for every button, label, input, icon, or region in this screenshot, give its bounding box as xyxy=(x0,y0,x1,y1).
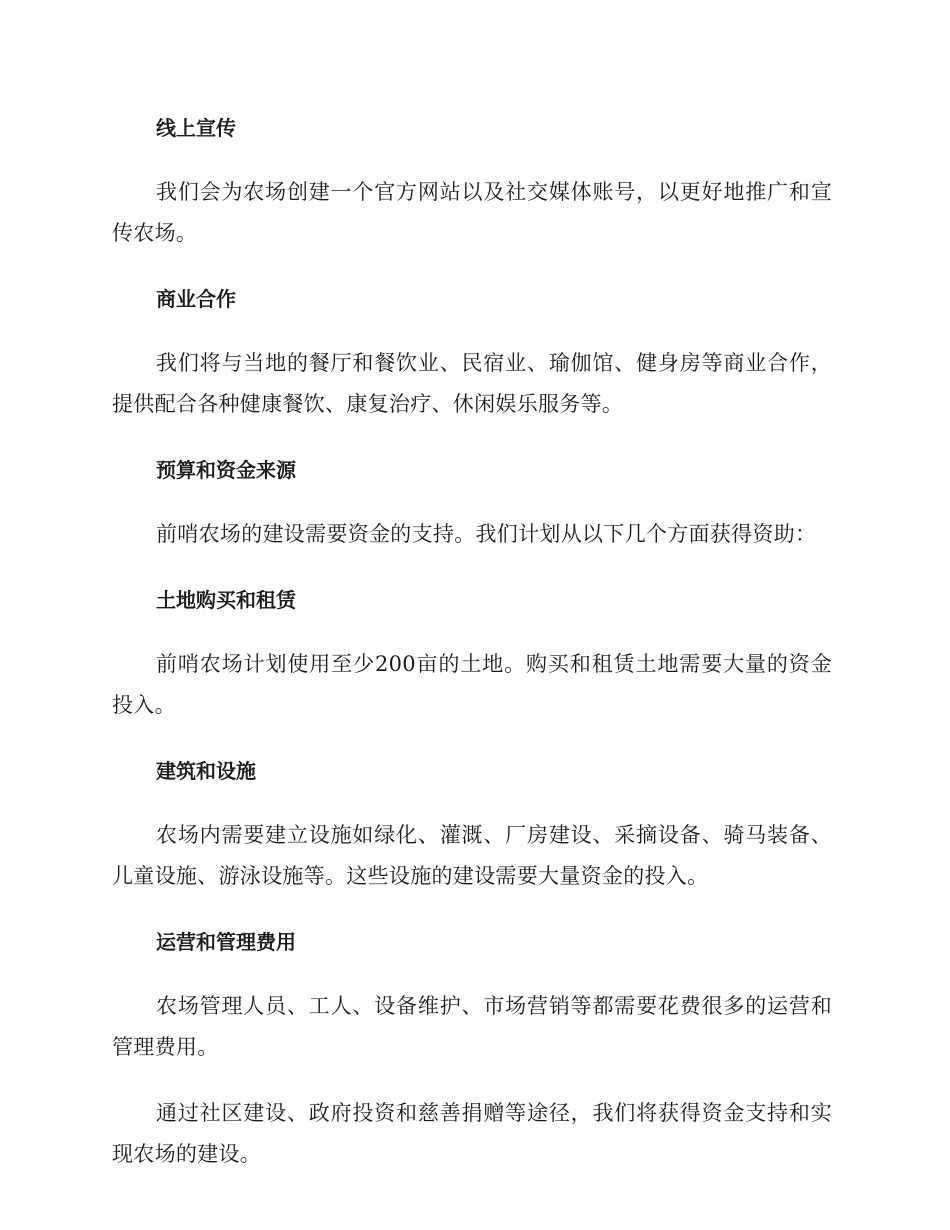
section-heading-online-promotion: 线上宣传 xyxy=(156,116,236,140)
paragraph-budget-funding: 前哨农场的建设需要资金的支持。我们计划从以下几个方面获得资助： xyxy=(156,522,817,546)
section-heading-facilities: 建筑和设施 xyxy=(156,759,256,783)
section-heading-land: 土地购买和租赁 xyxy=(156,588,296,612)
paragraph-business-cooperation: 我们将与当地的餐厅和餐饮业、民宿业、瑜伽馆、健身房等商业合作，提供配合各种健康餐饮、康复治疗、休闲娱乐服务等。 xyxy=(112,351,832,416)
section-heading-business-cooperation: 商业合作 xyxy=(156,287,236,311)
section-heading-operations: 运营和管理费用 xyxy=(156,930,296,954)
paragraph-online-promotion: 我们会为农场创建一个官方网站以及社交媒体账号，以更好地推广和宣传农场。 xyxy=(112,180,832,245)
paragraph-conclusion: 通过社区建设、政府投资和慈善捐赠等途径，我们将获得资金支持和实现农场的建设。 xyxy=(112,1101,832,1166)
document-page xyxy=(112,108,832,1175)
paragraph-land: 前哨农场计划使用至少200亩的土地。购买和租赁土地需要大量的资金投入。 xyxy=(112,652,832,717)
paragraph-operations: 农场管理人员、工人、设备维护、市场营销等都需要花费很多的运营和管理费用。 xyxy=(112,994,832,1059)
paragraph-facilities: 农场内需要建立设施如绿化、灌溉、厂房建设、采摘设备、骑马装备、儿童设施、游泳设施等。这些设施的建设需要大量资金的投入。 xyxy=(112,823,832,888)
section-heading-budget-funding: 预算和资金来源 xyxy=(156,458,296,482)
